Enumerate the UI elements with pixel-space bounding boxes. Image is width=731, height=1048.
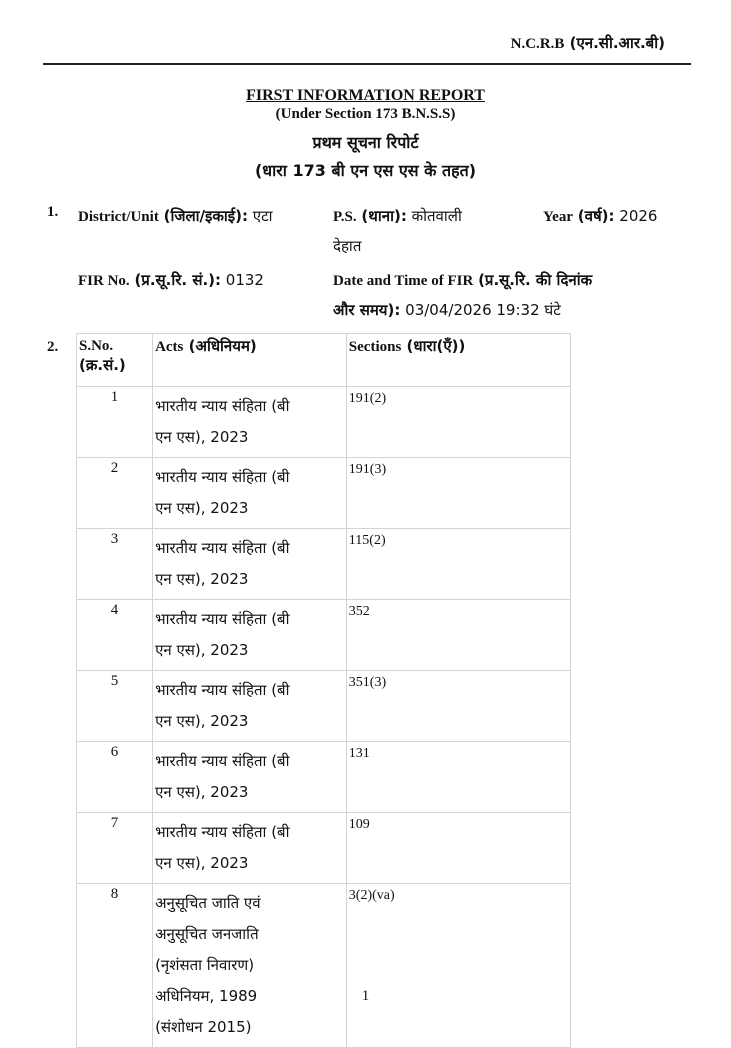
page-number: 1 (361, 988, 370, 1004)
act-line: (संशोधन 2015) (155, 1018, 252, 1036)
datetime-value: 03/04/2026 19:32 घंटे (405, 301, 561, 319)
police-station-field (333, 206, 462, 226)
act-line: (नृशंसता निवारण) (155, 956, 255, 974)
act-line: भारतीय न्याय संहिता (बी (155, 397, 290, 415)
col-sno-en: S.No. (79, 338, 114, 354)
row-act (153, 742, 347, 813)
district-field (78, 206, 273, 226)
datetime-label-hi-2: और समय): (333, 301, 401, 319)
act-line: अधिनियम, 1989 (155, 987, 258, 1005)
year-field (543, 206, 657, 226)
row-sno: 5 (77, 671, 153, 742)
row-act (153, 884, 347, 1048)
row-section: 3(2)(va) (346, 884, 570, 1048)
act-line: भारतीय न्याय संहिता (बी (155, 610, 290, 628)
act-line: भारतीय न्याय संहिता (बी (155, 752, 290, 770)
act-line: अनुसूचित जनजाति (155, 925, 259, 943)
table-row (77, 813, 571, 884)
ps-value-line1: कोतवाली (411, 207, 462, 225)
row-sno: 3 (77, 529, 153, 600)
ps-label-hi: (थाना): (361, 207, 407, 225)
row-section: 191(2) (346, 387, 570, 458)
table-row (77, 600, 571, 671)
fir-number-field (78, 270, 264, 290)
report-subtitle-hi: (धारा 173 बी एन एस एस के तहत) (254, 161, 477, 180)
fir-number-value: 0132 (225, 271, 264, 289)
district-label-en: District/Unit (78, 209, 159, 225)
section-2-number: 2. (47, 339, 59, 355)
row-section: 115(2) (346, 529, 570, 600)
act-line: एन एस), 2023 (155, 570, 249, 588)
row-act (153, 458, 347, 529)
col-sections-header (346, 334, 570, 387)
ps-label-en: P.S. (333, 209, 357, 225)
row-sno: 1 (77, 387, 153, 458)
fir-datetime-field-line2 (333, 300, 561, 320)
row-section: 109 (346, 813, 570, 884)
act-line: भारतीय न्याय संहिता (बी (155, 539, 290, 557)
row-section: 352 (346, 600, 570, 671)
act-line: भारतीय न्याय संहिता (बी (155, 681, 290, 699)
act-line: भारतीय न्याय संहिता (बी (155, 823, 290, 841)
act-line: एन एस), 2023 (155, 712, 249, 730)
ncrb-en: N.C.R.B (510, 36, 565, 52)
report-title-hi: प्रथम सूचना रिपोर्ट (312, 133, 419, 152)
act-line: भारतीय न्याय संहिता (बी (155, 468, 290, 486)
row-sno: 4 (77, 600, 153, 671)
header-divider (43, 63, 691, 65)
datetime-label-hi-1: (प्र.सू.रि. की दिनांक (478, 271, 593, 289)
row-act (153, 529, 347, 600)
col-acts-header (153, 334, 347, 387)
col-sno-header (77, 334, 153, 387)
table-header-row (77, 334, 571, 387)
report-title-en: FIRST INFORMATION REPORT (246, 87, 485, 104)
ncrb-hi: (एन.सी.आर.बी) (569, 34, 665, 52)
act-line: एन एस), 2023 (155, 499, 249, 517)
col-sections-hi: (धारा(एँ)) (406, 337, 466, 355)
row-sno: 7 (77, 813, 153, 884)
col-sections-en: Sections (348, 339, 402, 355)
table-row (77, 671, 571, 742)
act-line: अनुसूचित जाति एवं (155, 894, 261, 912)
act-line: एन एस), 2023 (155, 854, 249, 872)
row-section: 191(3) (346, 458, 570, 529)
fir-label-en: FIR No. (78, 273, 130, 289)
year-value: 2026 (619, 207, 658, 225)
fir-datetime-field (333, 270, 592, 290)
row-act (153, 671, 347, 742)
row-sno: 6 (77, 742, 153, 813)
table-row (77, 529, 571, 600)
year-label-hi: (वर्ष): (577, 207, 615, 225)
row-act (153, 600, 347, 671)
act-line: एन एस), 2023 (155, 641, 249, 659)
fir-label-hi: (प्र.सू.रि. सं.): (134, 271, 222, 289)
table-row (77, 458, 571, 529)
row-sno: 8 (77, 884, 153, 1048)
table-row (77, 387, 571, 458)
ncrb-header (511, 33, 665, 53)
row-section: 131 (346, 742, 570, 813)
datetime-label-en: Date and Time of FIR (333, 273, 474, 289)
district-value: एटा (252, 207, 273, 225)
act-line: एन एस), 2023 (155, 783, 249, 801)
table-row (77, 884, 571, 1048)
table-row (77, 742, 571, 813)
act-line: एन एस), 2023 (155, 428, 249, 446)
report-subtitle-en: (Under Section 173 B.N.S.S) (275, 106, 456, 122)
row-section: 351(3) (346, 671, 570, 742)
row-act (153, 813, 347, 884)
year-label-en: Year (543, 209, 573, 225)
row-act (153, 387, 347, 458)
col-acts-hi: (अधिनियम) (188, 337, 257, 355)
ps-value-line2: देहात (333, 237, 362, 255)
col-acts-en: Acts (155, 339, 184, 355)
acts-sections-table (76, 333, 571, 1048)
section-1-number: 1. (47, 204, 59, 220)
district-label-hi: (जिला/इकाई): (163, 207, 249, 225)
row-sno: 2 (77, 458, 153, 529)
col-sno-hi: (क्र.सं.) (79, 356, 126, 374)
